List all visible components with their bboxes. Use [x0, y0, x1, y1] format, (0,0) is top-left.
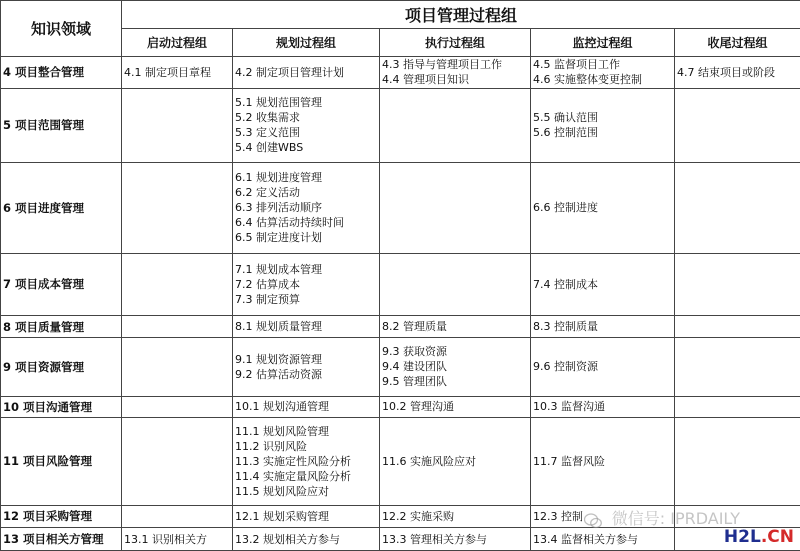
process-item: 5.3 定义范围 — [235, 126, 300, 140]
process-item: 4.7 结束项目或阶段 — [677, 65, 775, 79]
initiating-cell — [122, 88, 233, 162]
process-item: 8.2 管理质量 — [382, 320, 447, 334]
process-item: 9.3 获取资源 — [382, 345, 447, 359]
executing-cell — [380, 505, 531, 528]
executing-cell — [380, 528, 531, 551]
table-row — [1, 253, 800, 316]
initiating-cell — [122, 528, 233, 551]
process-item: 9.4 建设团队 — [382, 360, 447, 374]
initiating-cell — [122, 316, 233, 338]
process-item: 11.6 实施风险应对 — [382, 454, 476, 468]
process-item: 7.4 控制成本 — [533, 277, 598, 291]
knowledge-area-cell: 9 项目资源管理 — [1, 337, 122, 396]
process-item: 13.4 监督相关方参与 — [533, 532, 638, 546]
process-item: 4.5 监督项目工作 — [533, 58, 620, 72]
planning-cell — [233, 162, 380, 253]
table-body — [1, 57, 800, 551]
process-item: 9.6 控制资源 — [533, 360, 598, 374]
knowledge-area-cell: 5 项目范围管理 — [1, 88, 122, 162]
site-logo — [724, 527, 794, 547]
process-item: 9.2 估算活动资源 — [235, 367, 322, 381]
process-item: 7.2 估算成本 — [235, 277, 300, 291]
col-monitoring: 监控过程组 — [531, 29, 675, 57]
planning-cell — [233, 253, 380, 316]
process-item: 4.4 管理项目知识 — [382, 73, 469, 87]
process-item: 5.2 收集需求 — [235, 111, 300, 125]
process-item: 10.3 监督沟通 — [533, 400, 605, 414]
executing-cell — [380, 162, 531, 253]
process-item: 6.5 制定进度计划 — [235, 231, 322, 245]
process-item: 6.1 规划进度管理 — [235, 171, 322, 185]
table-row — [1, 57, 800, 89]
process-item: 5.6 控制范围 — [533, 126, 598, 140]
col-closing: 收尾过程组 — [675, 29, 800, 57]
initiating-cell — [122, 162, 233, 253]
process-item: 6.6 控制进度 — [533, 201, 598, 215]
closing-cell — [675, 88, 800, 162]
table-row — [1, 396, 800, 418]
initiating-cell — [122, 505, 233, 528]
closing-cell — [675, 337, 800, 396]
executing-cell — [380, 396, 531, 418]
monitoring-cell — [531, 57, 675, 89]
initiating-cell — [122, 396, 233, 418]
process-groups-title: 项目管理过程组 — [122, 1, 800, 29]
planning-cell — [233, 316, 380, 338]
knowledge-area-cell: 7 项目成本管理 — [1, 253, 122, 316]
knowledge-area-cell: 8 项目质量管理 — [1, 316, 122, 338]
closing-cell — [675, 396, 800, 418]
process-item: 12.3 控制 — [533, 509, 583, 523]
monitoring-cell — [531, 88, 675, 162]
closing-cell — [675, 418, 800, 505]
process-item: 5.5 确认范围 — [533, 111, 598, 125]
planning-cell — [233, 337, 380, 396]
process-item: 6.4 估算活动持续时间 — [235, 216, 344, 230]
knowledge-area-cell: 11 项目风险管理 — [1, 418, 122, 505]
executing-cell — [380, 88, 531, 162]
logo-dot: . — [760, 527, 768, 547]
process-item: 10.2 管理沟通 — [382, 400, 454, 414]
wechat-icon — [584, 513, 602, 529]
planning-cell — [233, 396, 380, 418]
table-row — [1, 418, 800, 505]
col-initiating: 启动过程组 — [122, 29, 233, 57]
initiating-cell — [122, 418, 233, 505]
process-item: 13.1 识别相关方 — [124, 532, 207, 546]
logo-main: H2L — [723, 527, 761, 547]
wechat-watermark: 微信号: IPRDAILY — [611, 509, 740, 528]
planning-cell — [233, 88, 380, 162]
planning-cell — [233, 528, 380, 551]
process-item: 11.3 实施定性风险分析 — [235, 454, 351, 468]
process-item: 8.1 规划质量管理 — [235, 320, 322, 334]
table-row — [1, 316, 800, 338]
table-row — [1, 88, 800, 162]
process-item: 7.1 规划成本管理 — [235, 262, 322, 276]
knowledge-area-cell: 6 项目进度管理 — [1, 162, 122, 253]
closing-cell — [675, 57, 800, 89]
col-executing: 执行过程组 — [380, 29, 531, 57]
process-item: 7.3 制定预算 — [235, 292, 300, 306]
process-item: 5.4 创建WBS — [235, 141, 304, 155]
knowledge-area-header: 知识领域 — [1, 1, 122, 57]
process-item: 11.4 实施定量风险分析 — [235, 469, 351, 483]
table-row — [1, 528, 800, 551]
executing-cell — [380, 337, 531, 396]
knowledge-area-cell: 12 项目采购管理 — [1, 505, 122, 528]
process-item: 12.1 规划采购管理 — [235, 509, 329, 523]
process-item: 13.3 管理相关方参与 — [382, 532, 487, 546]
initiating-cell — [122, 57, 233, 89]
process-item: 5.1 规划范围管理 — [235, 96, 322, 110]
executing-cell — [380, 57, 531, 89]
logo-tld: CN — [767, 527, 794, 547]
process-item: 4.6 实施整体变更控制 — [533, 73, 642, 87]
monitoring-cell — [531, 316, 675, 338]
process-item: 11.7 监督风险 — [533, 454, 605, 468]
planning-cell — [233, 505, 380, 528]
closing-cell — [675, 316, 800, 338]
table-row — [1, 162, 800, 253]
process-item: 11.5 规划风险应对 — [235, 484, 329, 498]
monitoring-cell — [531, 418, 675, 505]
process-item: 4.2 制定项目管理计划 — [235, 65, 344, 79]
process-item: 9.5 管理团队 — [382, 375, 447, 389]
executing-cell — [380, 253, 531, 316]
process-item: 11.1 规划风险管理 — [235, 424, 329, 438]
process-item: 9.1 规划资源管理 — [235, 352, 322, 366]
initiating-cell — [122, 337, 233, 396]
monitoring-cell — [531, 162, 675, 253]
process-item: 10.1 规划沟通管理 — [235, 400, 329, 414]
executing-cell — [380, 418, 531, 505]
knowledge-area-cell: 13 项目相关方管理 — [1, 528, 122, 551]
executing-cell — [380, 316, 531, 338]
process-item: 11.2 识别风险 — [235, 439, 307, 453]
initiating-cell — [122, 253, 233, 316]
process-item: 4.3 指导与管理项目工作 — [382, 58, 502, 72]
monitoring-cell — [531, 396, 675, 418]
process-item: 12.2 实施采购 — [382, 509, 454, 523]
process-item: 8.3 控制质量 — [533, 320, 598, 334]
planning-cell — [233, 57, 380, 89]
process-item: 6.2 定义活动 — [235, 186, 300, 200]
knowledge-area-cell: 10 项目沟通管理 — [1, 396, 122, 418]
process-item: 6.3 排列活动顺序 — [235, 201, 322, 215]
knowledge-area-cell: 4 项目整合管理 — [1, 57, 122, 89]
col-planning: 规划过程组 — [233, 29, 380, 57]
monitoring-cell — [531, 337, 675, 396]
monitoring-cell — [531, 528, 675, 551]
monitoring-cell — [531, 253, 675, 316]
process-item: 13.2 规划相关方参与 — [235, 532, 340, 546]
process-item: 4.1 制定项目章程 — [124, 65, 211, 79]
table-row — [1, 337, 800, 396]
planning-cell — [233, 418, 380, 505]
closing-cell — [675, 162, 800, 253]
closing-cell — [675, 253, 800, 316]
